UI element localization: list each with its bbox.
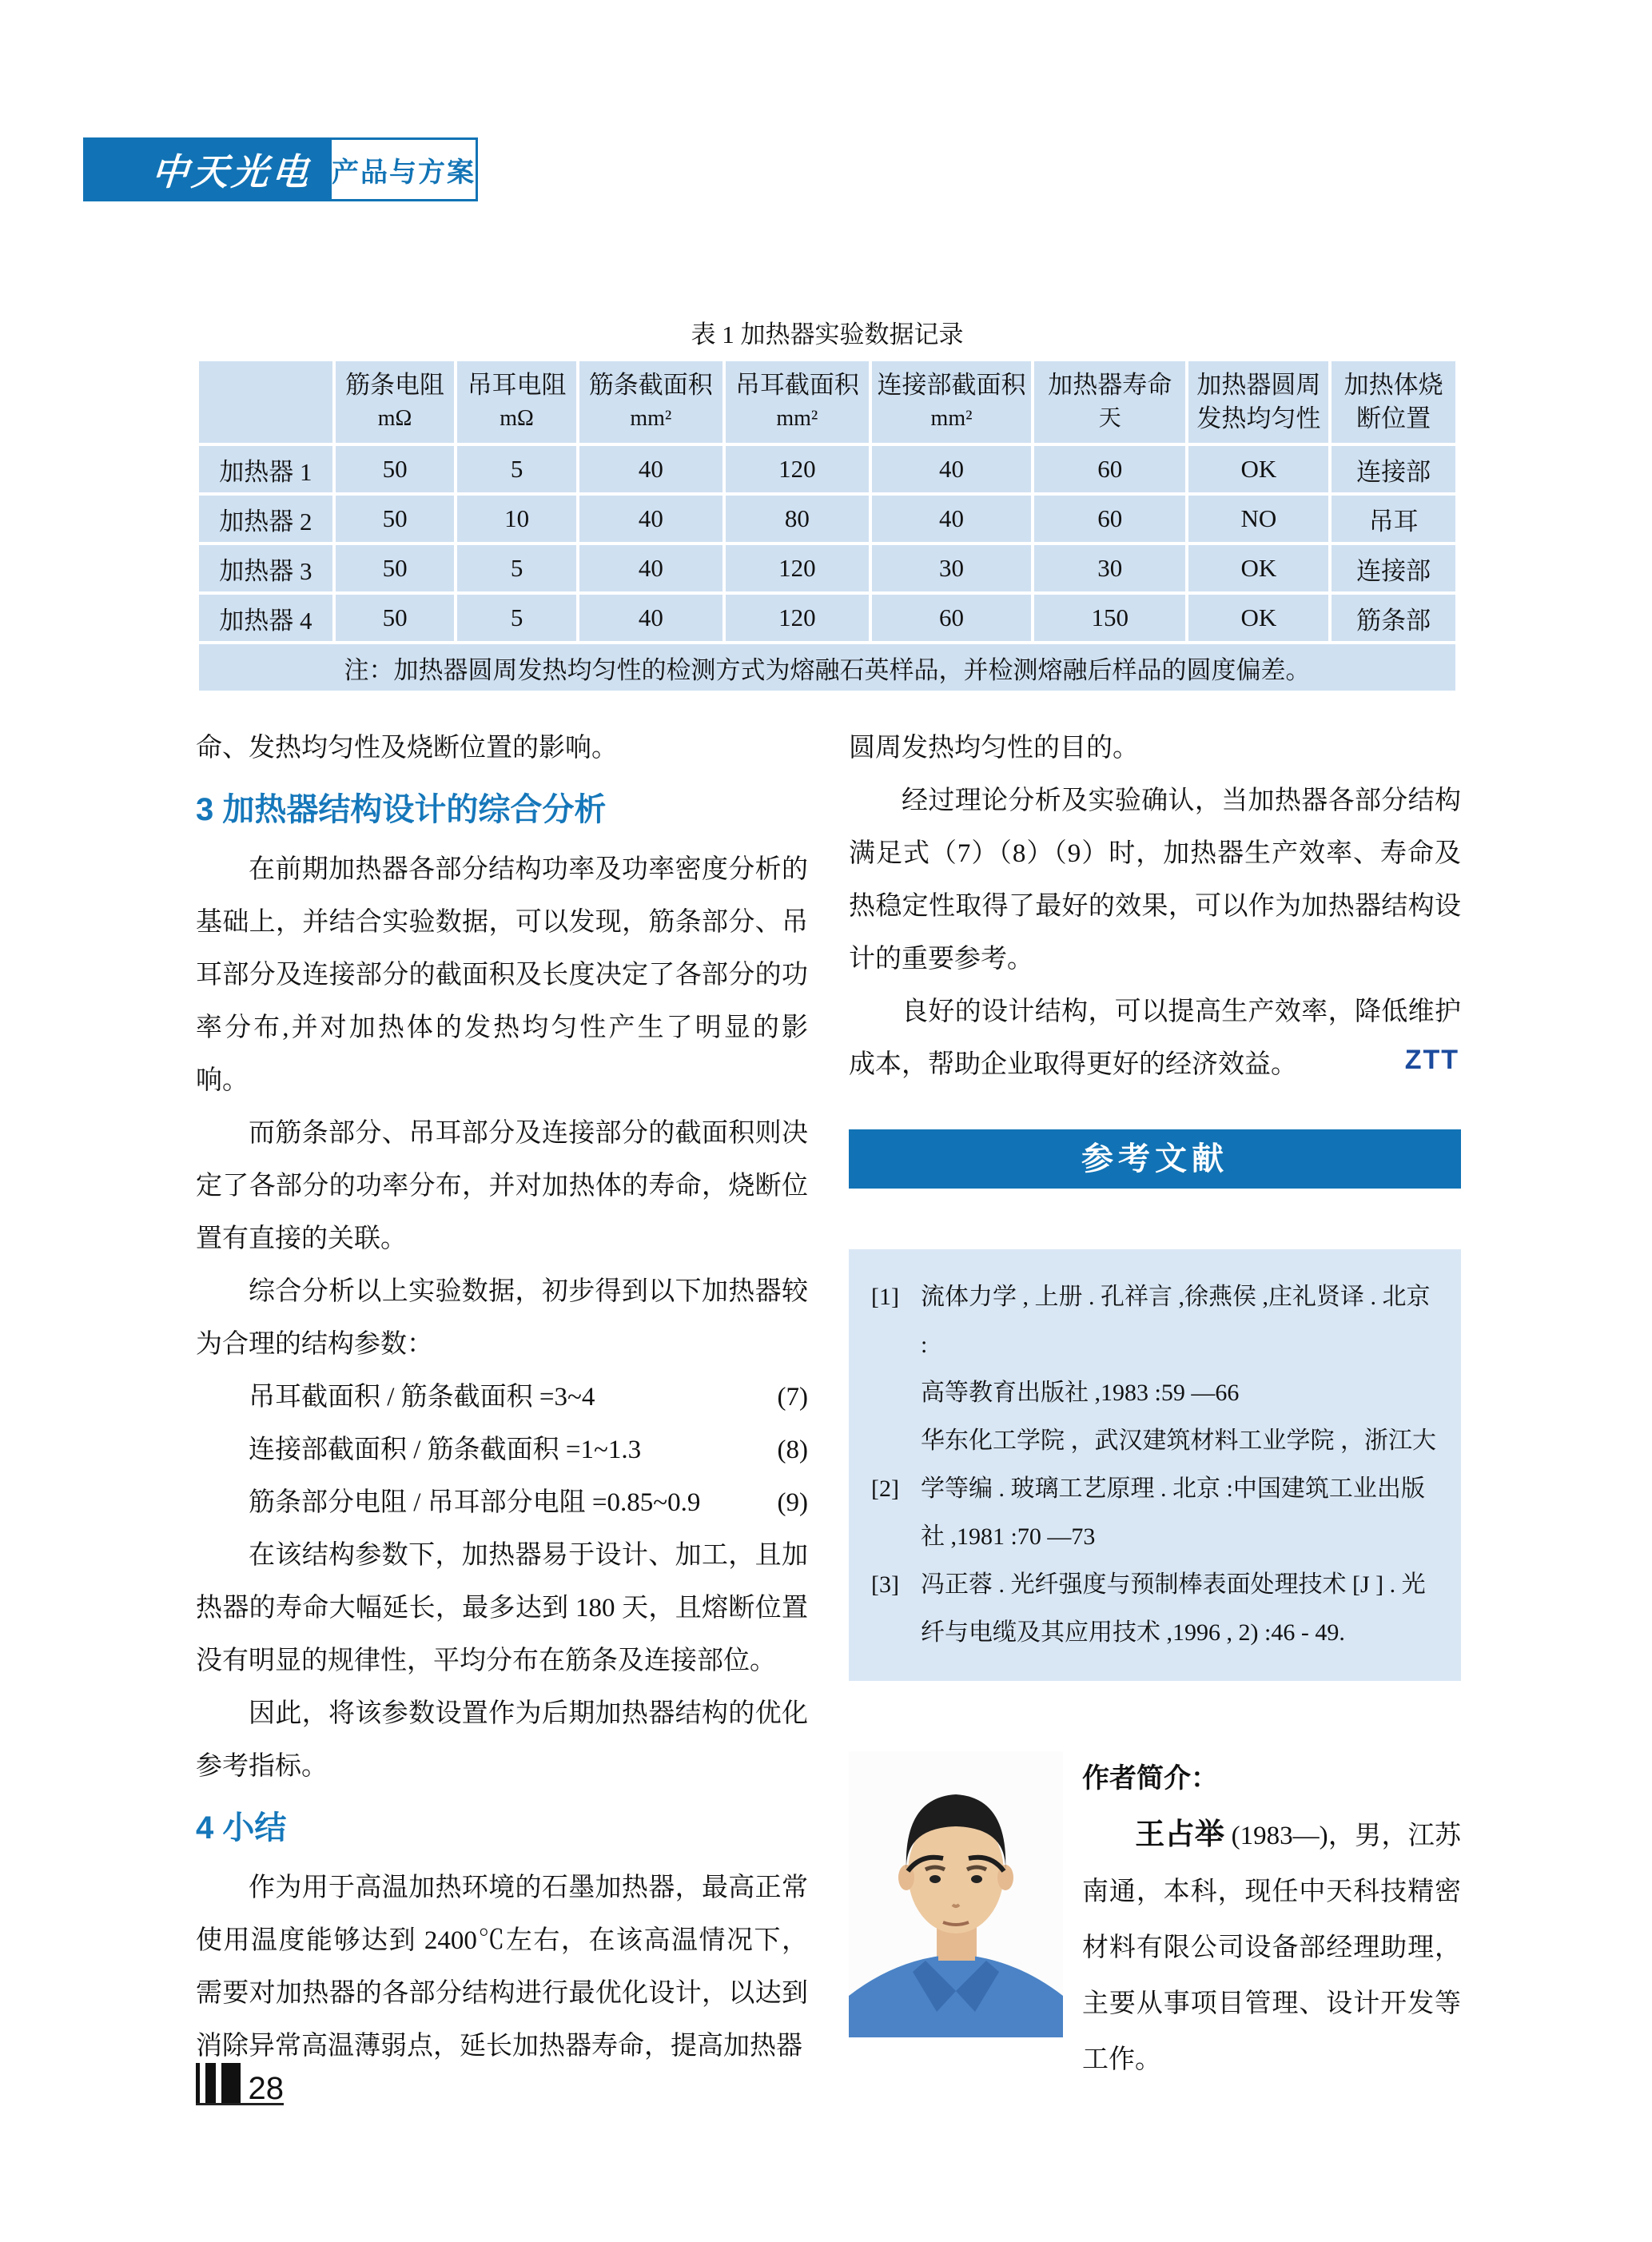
table-col-header: 加热体烧断位置 bbox=[1332, 361, 1455, 443]
author-name: 王占举 bbox=[1135, 1818, 1225, 1851]
paragraph: 经过理论分析及实验确认，当加热器各部分结构满足式（7）（8）（9）时，加热器生产效率、寿命及热稳定性取得了最好的效果，可以作为加热器结构设计的重要参考。 bbox=[849, 786, 1461, 974]
author-photo bbox=[849, 1751, 1063, 2037]
table-col-header: 吊耳截面积 mm² bbox=[726, 361, 869, 443]
table-cell: 40 bbox=[579, 545, 723, 591]
table-row bbox=[199, 496, 1455, 542]
table-row bbox=[199, 446, 1455, 492]
section-tab-label: 产品与方案 bbox=[332, 157, 476, 188]
author-bio-text: (1983—)，男，江苏南通，本科，现任中天科技精密材料有限公司设备部经理助理，主要从事项目管理、设计开发等工作。 bbox=[1082, 1822, 1461, 2074]
paragraph: 在前期加热器各部分结构功率及功率密度分析的基础上，并结合实验数据，可以发现，筋条部分、吊耳部分及连接部分的截面积及长度决定了各部分的功率分布,并对加热体的发热均匀性产生了明显的影响。 bbox=[196, 855, 808, 1095]
table-cell: 连接部 bbox=[1332, 545, 1455, 591]
reference-line: 高等教育出版社 ,1983 :59 —66 bbox=[921, 1380, 1240, 1406]
paragraph: 在该结构参数下，加热器易于设计、加工，且加热器的寿命大幅延长，最多达到 180 天，且熔断位置没有明显的规律性，平均分布在筋条及连接部位。 bbox=[196, 1541, 808, 1675]
equation-list bbox=[196, 1371, 808, 1529]
references-banner: 参考文献 bbox=[849, 1129, 1461, 1189]
table-cell: 150 bbox=[1034, 595, 1185, 641]
ztt-logo: ZTT bbox=[1404, 1045, 1459, 1075]
brand-logo: 中天光电 bbox=[149, 150, 313, 193]
paragraph-continuation: 圆周发热均匀性的目的。 bbox=[849, 734, 1139, 763]
table-cell: 60 bbox=[1034, 496, 1185, 542]
page-number: 28 bbox=[248, 2071, 284, 2106]
reference-line: 华东化工学院 ，武汉建筑材料工业学院 ，浙江大 bbox=[921, 1428, 1436, 1454]
equation-line: 筋条部分电阻 / 吊耳部分电阻 =0.85~0.9 (9) bbox=[249, 1488, 808, 1517]
table-col-header: 加热器圆周发热均匀性 bbox=[1188, 361, 1328, 443]
table-cell: 40 bbox=[872, 446, 1031, 492]
equation-line: 吊耳截面积 / 筋条截面积 =3~4 (7) bbox=[249, 1383, 808, 1412]
table-cell: 筋条部 bbox=[1332, 595, 1455, 641]
footer-bar-icon bbox=[196, 2063, 200, 2103]
reference-line: [1] 流体力学 , 上册 . 孔祥言 ,徐燕侯 ,庄礼贤译 . 北京 : bbox=[871, 1273, 1442, 1369]
section-tab bbox=[329, 137, 478, 201]
section-heading-4: 4 小结 bbox=[196, 1810, 287, 1846]
reference-line: [2] 学等编 . 玻璃工艺原理 . 北京 :中国建筑工业出版 bbox=[871, 1465, 1442, 1513]
table-cell: OK bbox=[1188, 446, 1328, 492]
table-cell: 吊耳 bbox=[1332, 496, 1455, 542]
table-cell: 30 bbox=[1034, 545, 1185, 591]
body-column-right bbox=[849, 722, 1461, 2088]
table-cell: 30 bbox=[872, 545, 1031, 591]
paragraph-continuation: 命、发热均匀性及烧断位置的影响。 bbox=[196, 734, 618, 763]
paragraph: 因此，将该参数设置作为后期加热器结构的优化参考指标。 bbox=[196, 1699, 808, 1781]
table-col-header: 加热器寿命 天 bbox=[1034, 361, 1185, 443]
table-cell: NO bbox=[1188, 496, 1328, 542]
reference-line: 纤与电缆及其应用技术 ,1996 , 2) :46 - 49. bbox=[921, 1619, 1345, 1646]
table-cell: OK bbox=[1188, 595, 1328, 641]
table-cell: 加热器 1 bbox=[199, 446, 332, 492]
paragraph: 作为用于高温加热环境的石墨加热器，最高正常使用温度能够达到 2400℃左右，在该高温情况下，需要对加热器的各部分结构进行最优化设计，以达到消除异常高温薄弱点，延长加热器寿命，提高加热器 bbox=[196, 1874, 808, 2061]
table-cell: 60 bbox=[1034, 446, 1185, 492]
table-title: 表 1 加热器实验数据记录 bbox=[691, 321, 964, 348]
table-cell: 120 bbox=[726, 446, 869, 492]
paragraph: 良好的设计结构，可以提高生产效率，降低维护成本，帮助企业取得更好的经济效益。 bbox=[849, 998, 1461, 1079]
equation-line: 连接部截面积 / 筋条截面积 =1~1.3 (8) bbox=[249, 1436, 808, 1464]
table-cell: 5 bbox=[457, 545, 576, 591]
table-cell: 50 bbox=[336, 545, 455, 591]
author-bio bbox=[1082, 1751, 1461, 2088]
closing-paragraph-wrap bbox=[849, 986, 1461, 1091]
table-note-row bbox=[199, 644, 1455, 691]
reference-marker: [1] bbox=[871, 1284, 899, 1310]
reference-line: [3] 冯正蓉 . 光纤强度与预制棒表面处理技术 [J ] . 光 bbox=[871, 1561, 1442, 1609]
table-col-header bbox=[199, 361, 332, 443]
footer-bar-icon bbox=[205, 2063, 216, 2103]
paragraph: 而筋条部分、吊耳部分及连接部分的截面积则决定了各部分的功率分布，并对加热体的寿命，烧断位置有直接的关联。 bbox=[196, 1119, 808, 1253]
footer-bar-icon bbox=[221, 2063, 241, 2103]
table-note: 注：加热器圆周发热均匀性的检测方式为熔融石英样品，并检测熔融后样品的圆度偏差。 bbox=[199, 644, 1455, 691]
author-section bbox=[849, 1751, 1461, 2088]
table-cell: 50 bbox=[336, 496, 455, 542]
references-list bbox=[849, 1249, 1461, 1681]
table-cell: 5 bbox=[457, 446, 576, 492]
table-cell: 10 bbox=[457, 496, 576, 542]
table-row bbox=[199, 545, 1455, 591]
experiment-data-table bbox=[196, 358, 1459, 694]
section-heading-3: 3 加热器结构设计的综合分析 bbox=[196, 792, 607, 827]
table-header-row bbox=[199, 361, 1455, 443]
table-cell: 40 bbox=[579, 446, 723, 492]
table-cell: 加热器 4 bbox=[199, 595, 332, 641]
header-brand-bar bbox=[83, 137, 329, 201]
table-cell: 120 bbox=[726, 545, 869, 591]
author-bio-label: 作者简介： bbox=[1082, 1764, 1218, 1794]
table-cell: 60 bbox=[872, 595, 1031, 641]
table-row bbox=[199, 595, 1455, 641]
paragraph: 综合分析以上实验数据，初步得到以下加热器较为合理的结构参数： bbox=[196, 1277, 808, 1359]
page-footer bbox=[196, 2061, 284, 2105]
table-cell: 加热器 3 bbox=[199, 545, 332, 591]
reference-marker: [3] bbox=[871, 1571, 899, 1598]
table-cell: 40 bbox=[579, 595, 723, 641]
table-cell: 5 bbox=[457, 595, 576, 641]
table-cell: 40 bbox=[579, 496, 723, 542]
reference-line: 社 ,1981 :70 —73 bbox=[921, 1523, 1096, 1550]
table-cell: 40 bbox=[872, 496, 1031, 542]
body-column-left bbox=[196, 722, 808, 2073]
table-cell: 加热器 2 bbox=[199, 496, 332, 542]
table-cell: OK bbox=[1188, 545, 1328, 591]
table-col-header: 连接部截面积 mm² bbox=[872, 361, 1031, 443]
table-cell: 120 bbox=[726, 595, 869, 641]
table-cell: 50 bbox=[336, 595, 455, 641]
table-col-header: 吊耳电阻 mΩ bbox=[457, 361, 576, 443]
table-col-header: 筋条截面积 mm² bbox=[579, 361, 723, 443]
reference-marker: [2] bbox=[871, 1475, 899, 1502]
table-cell: 连接部 bbox=[1332, 446, 1455, 492]
table-cell: 50 bbox=[336, 446, 455, 492]
table-col-header: 筋条电阻 mΩ bbox=[336, 361, 455, 443]
table-cell: 80 bbox=[726, 496, 869, 542]
